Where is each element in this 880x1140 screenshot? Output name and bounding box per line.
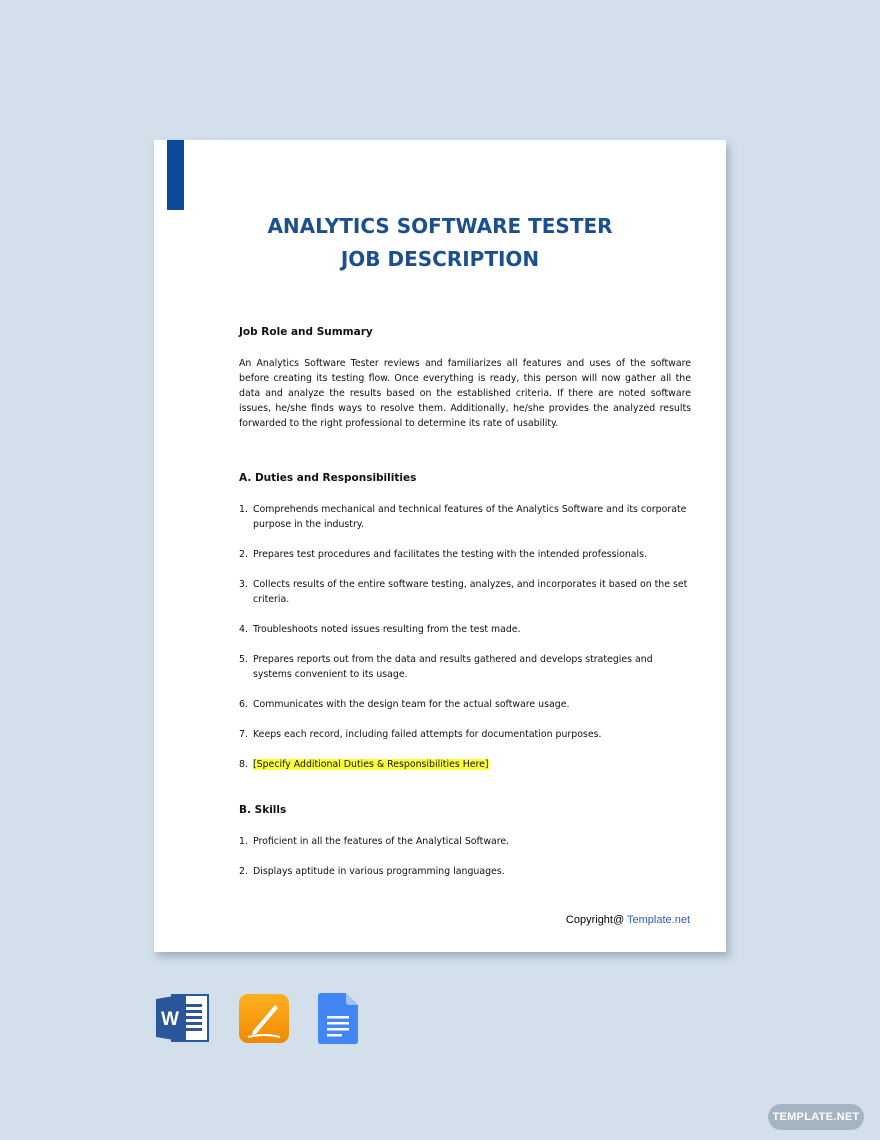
list-number: 5. [239,654,248,665]
list-item [239,502,691,532]
summary-text: An Analytics Software Tester reviews and familiarizes all features and uses of the software before creating its testing flow. Once everything is ready, this person will now gather all the data and analyze the results based on the established criteria. If there are noted software issues, he/she finds ways to resolve them. Additionally, he/she provides the analyzed results forwarded to the right professional to determine its rate of usability. [239,358,691,429]
list-number: 8. [239,759,248,770]
placeholder-highlight: [Specify Additional Duties & Responsibilities Here] [253,759,489,770]
list-text: Collects results of the entire software testing, analyzes, and incorporates it based on the set criteria. [253,579,688,605]
list-number: 3. [239,579,248,590]
list-text: Troubleshoots noted issues resulting from the test made. [253,624,521,635]
duties-heading: A. Duties and Responsibilities [239,472,417,484]
list-item [239,652,691,682]
svg-text:W: W [161,1009,179,1030]
list-text: Prepares reports out from the data and results gathered and develops strategies and systems convenient to its usage. [253,654,653,680]
list-item [239,577,691,607]
list-number: 2. [239,866,248,877]
list-item [239,834,691,849]
copyright [566,914,690,926]
title-line-1: ANALYTICS SOFTWARE TESTER [267,214,613,238]
list-item [239,697,691,712]
watermark-badge: TEMPLATE.NET [768,1104,864,1130]
list-item [239,864,691,879]
word-icon[interactable] [156,993,210,1043]
list-number: 1. [239,504,248,515]
google-docs-icon[interactable] [318,993,358,1044]
list-number: 2. [239,549,248,560]
list-number: 1. [239,836,248,847]
list-item [239,622,691,637]
document-body [239,326,691,894]
pages-icon[interactable] [238,993,290,1044]
list-text: Keeps each record, including failed attempts for documentation purposes. [253,729,602,740]
list-number: 7. [239,729,248,740]
document-page [154,140,726,952]
duties-list [239,502,691,772]
summary-heading: Job Role and Summary [239,326,373,338]
list-item [239,757,691,772]
list-number: 4. [239,624,248,635]
skills-list [239,834,691,879]
copyright-link[interactable]: Template.net [627,914,690,926]
list-text: Comprehends mechanical and technical features of the Analytics Software and its corporate purpose in the industry. [253,504,687,530]
list-text: Communicates with the design team for the actual software usage. [253,699,570,710]
skills-heading: B. Skills [239,804,287,816]
list-item [239,727,691,742]
list-text: Proficient in all the features of the Analytical Software. [253,836,510,847]
list-text: Prepares test procedures and facilitates the testing with the intended professionals. [253,549,647,560]
list-number: 6. [239,699,248,710]
list-text: Displays aptitude in various programming languages. [253,866,505,877]
title-line-2: JOB DESCRIPTION [340,247,540,271]
list-item [239,547,691,562]
accent-bar [167,140,184,210]
document-title [154,210,726,276]
copyright-prefix: Copyright@ [565,914,628,926]
